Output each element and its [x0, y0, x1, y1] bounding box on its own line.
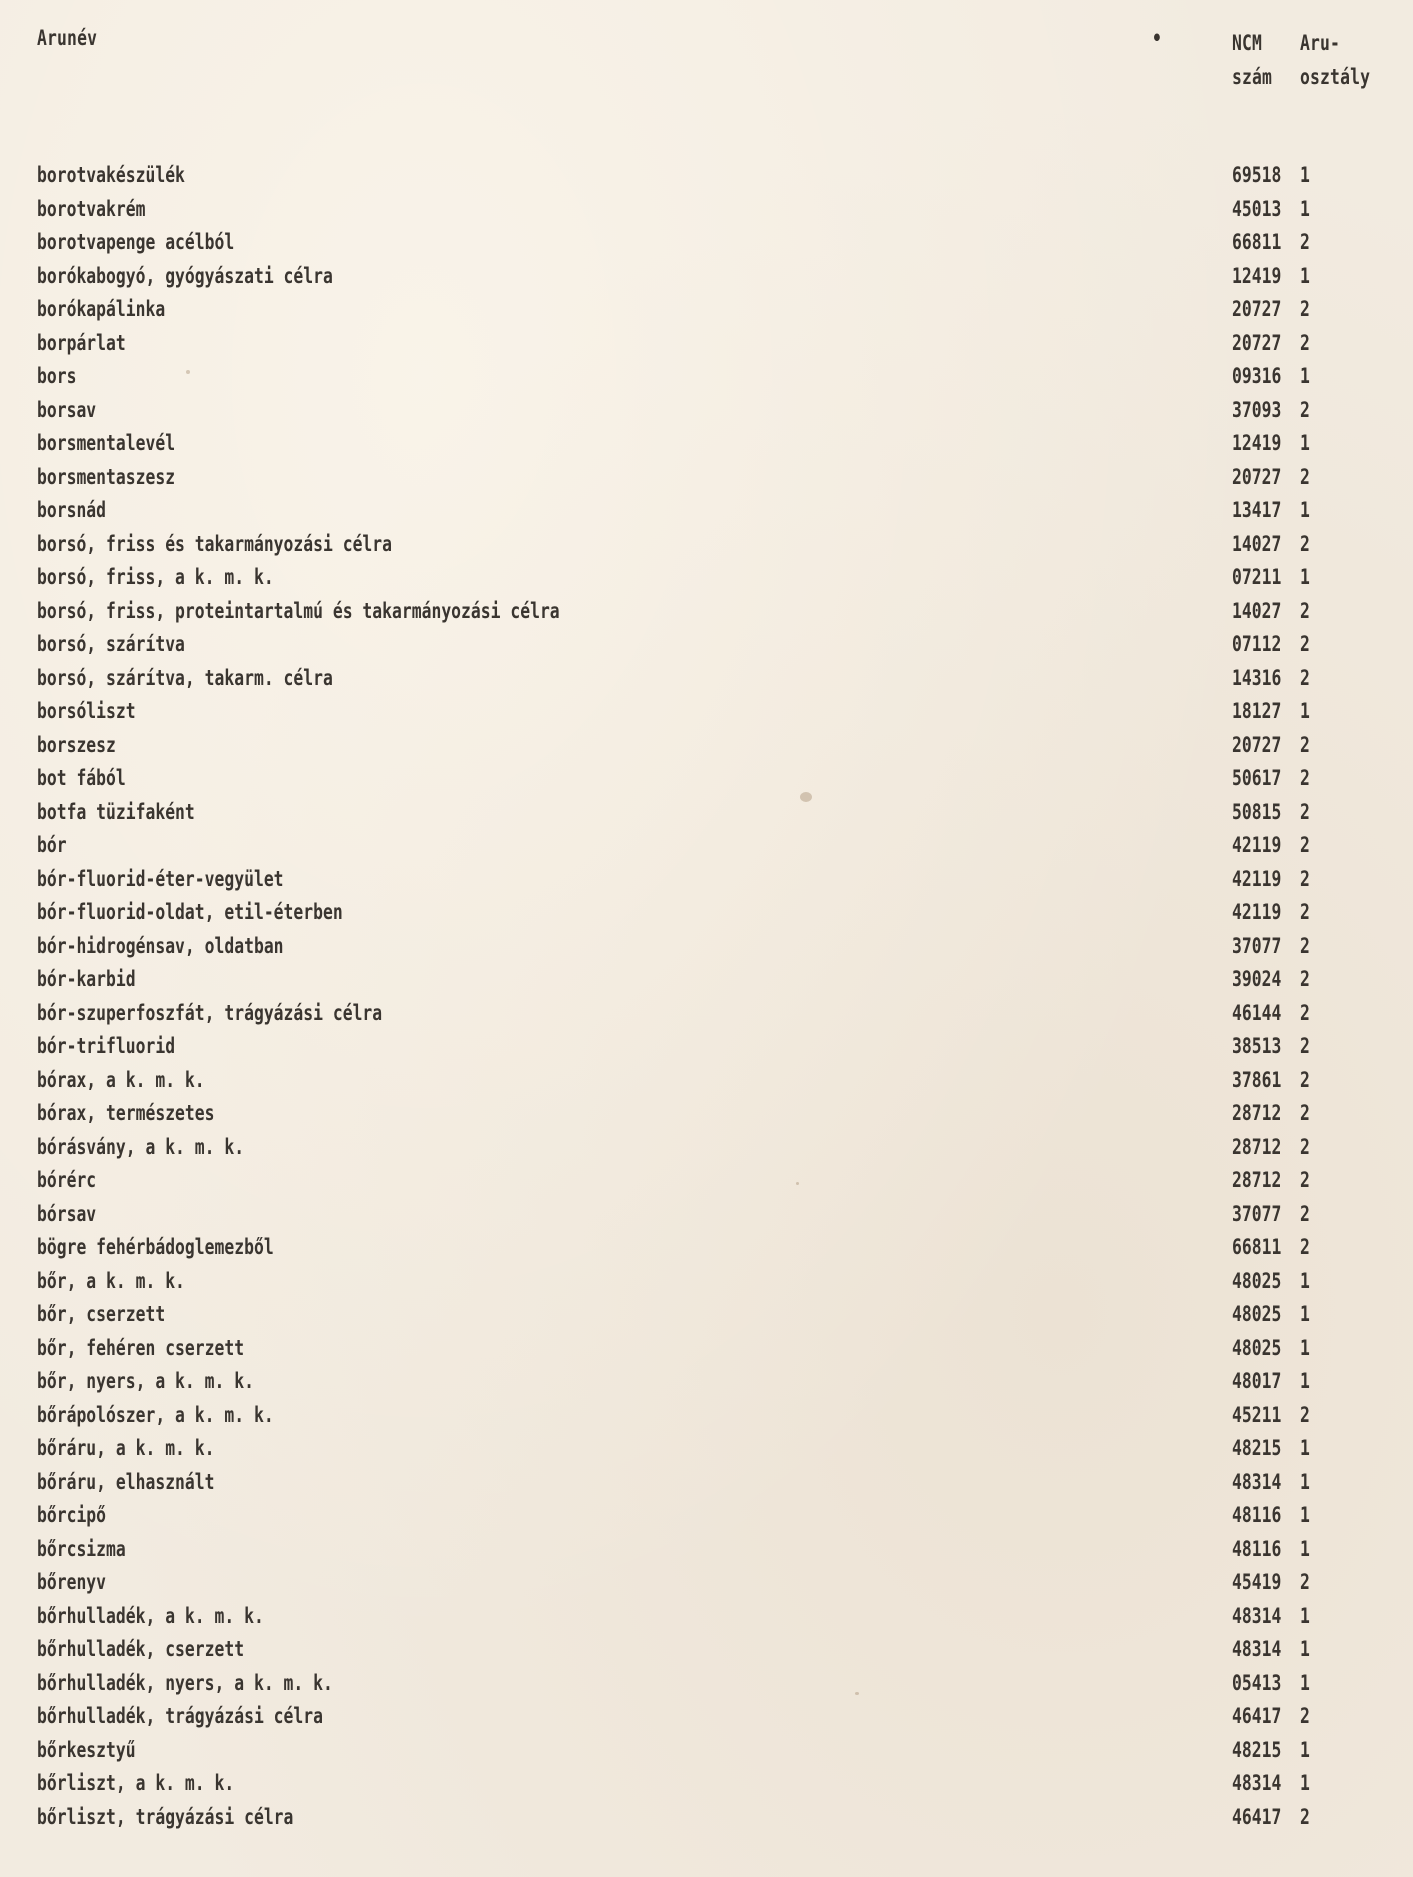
paper-speck	[186, 370, 190, 374]
paper-speck	[855, 1692, 859, 1695]
item-ncm-code: 09316	[1232, 364, 1282, 388]
item-name: borszesz	[37, 732, 116, 757]
item-ncm-code: 42119	[1232, 866, 1282, 891]
column-header-class-line2: osztály	[1300, 65, 1371, 89]
item-ncm-code: 45211	[1232, 1402, 1282, 1427]
item-class: 2	[1300, 464, 1310, 489]
item-class: 1	[1300, 1369, 1310, 1393]
list-item	[0, 1433, 1413, 1467]
product-list	[0, 160, 1413, 1835]
item-class: 2	[1300, 1134, 1310, 1159]
item-class: 1	[1300, 1268, 1310, 1293]
item-name: bőrhulladék, trágyázási célra	[37, 1704, 323, 1728]
item-class: 1	[1300, 1637, 1310, 1661]
item-ncm-code: 48025	[1232, 1302, 1282, 1326]
item-name: borsnád	[37, 498, 107, 522]
item-class: 2	[1300, 1235, 1310, 1259]
item-class: 1	[1300, 364, 1310, 388]
item-ncm-code: 42119	[1232, 833, 1282, 857]
list-item	[0, 361, 1413, 395]
list-item	[0, 629, 1413, 663]
item-name: bőrhulladék, nyers, a k. m. k.	[37, 1670, 333, 1695]
item-ncm-code: 18127	[1232, 699, 1282, 723]
item-ncm-code: 38513	[1232, 1034, 1282, 1058]
item-ncm-code: 42119	[1232, 900, 1282, 924]
item-name: bőrliszt, a k. m. k.	[37, 1771, 235, 1795]
paper-stain	[800, 792, 812, 802]
item-ncm-code: 07211	[1232, 565, 1282, 589]
item-ncm-code: 28712	[1232, 1168, 1282, 1192]
item-class: 1	[1300, 431, 1310, 455]
item-name: borsó, friss, a k. m. k.	[37, 565, 274, 589]
item-name: bőr, cserzett	[37, 1302, 166, 1326]
item-class: 2	[1300, 598, 1310, 623]
item-class: 1	[1300, 1670, 1310, 1695]
item-ncm-code: 48017	[1232, 1369, 1282, 1393]
list-item	[0, 1668, 1413, 1702]
item-ncm-code: 48025	[1232, 1268, 1282, 1293]
item-name: bőrhulladék, a k. m. k.	[37, 1603, 264, 1628]
item-name: bór-karbid	[37, 967, 136, 991]
item-ncm-code: 48116	[1232, 1503, 1282, 1527]
item-ncm-code: 48215	[1232, 1737, 1282, 1762]
item-ncm-code: 48314	[1232, 1771, 1282, 1795]
column-header-name: Arunév	[37, 26, 98, 50]
item-name: borókabogyó, gyógyászati célra	[37, 263, 333, 288]
item-name: borókapálinka	[37, 297, 166, 321]
item-name: bot fából	[37, 766, 126, 790]
item-class: 1	[1300, 498, 1310, 522]
item-class: 2	[1300, 967, 1310, 991]
list-item	[0, 1199, 1413, 1233]
list-item	[0, 998, 1413, 1032]
list-item	[0, 1165, 1413, 1199]
item-class: 2	[1300, 1201, 1310, 1226]
item-ncm-code: 37093	[1232, 397, 1282, 422]
item-ncm-code: 48314	[1232, 1469, 1282, 1494]
item-name: bórsav	[37, 1201, 97, 1226]
item-name: bór-hidrogénsav, oldatban	[37, 933, 284, 958]
item-ncm-code: 48215	[1232, 1436, 1282, 1460]
list-item	[0, 1132, 1413, 1166]
list-item	[0, 897, 1413, 931]
item-class: 2	[1300, 230, 1310, 254]
item-ncm-code: 50617	[1232, 766, 1282, 790]
list-item	[0, 964, 1413, 998]
list-item	[0, 1634, 1413, 1668]
list-item	[0, 1534, 1413, 1568]
item-ncm-code: 28712	[1232, 1134, 1282, 1159]
list-item	[0, 696, 1413, 730]
list-item	[0, 294, 1413, 328]
item-name: bórásvány, a k. m. k.	[37, 1134, 245, 1159]
item-ncm-code: 37077	[1232, 1201, 1282, 1226]
item-name: bögre fehérbádoglemezből	[37, 1235, 274, 1259]
item-class: 1	[1300, 1536, 1310, 1561]
list-item	[0, 1065, 1413, 1099]
list-item	[0, 1333, 1413, 1367]
list-item	[0, 797, 1413, 831]
list-item	[0, 864, 1413, 898]
list-item	[0, 931, 1413, 965]
list-item	[0, 1031, 1413, 1065]
item-ncm-code: 20727	[1232, 330, 1282, 355]
item-name: borsmentaszesz	[37, 464, 176, 489]
item-class: 2	[1300, 632, 1310, 656]
item-class: 1	[1300, 565, 1310, 589]
list-item	[0, 1701, 1413, 1735]
list-item	[0, 730, 1413, 764]
item-ncm-code: 20727	[1232, 297, 1282, 321]
item-class: 2	[1300, 799, 1310, 824]
item-class: 1	[1300, 1737, 1310, 1762]
list-item	[0, 1802, 1413, 1836]
list-item	[0, 1601, 1413, 1635]
item-class: 1	[1300, 163, 1310, 187]
item-ncm-code: 48314	[1232, 1637, 1282, 1661]
item-class: 2	[1300, 732, 1310, 757]
column-header-ncm	[1232, 26, 1272, 94]
list-item	[0, 830, 1413, 864]
list-item	[0, 763, 1413, 797]
list-item	[0, 1232, 1413, 1266]
list-item	[0, 1098, 1413, 1132]
item-ncm-code: 66811	[1232, 1235, 1282, 1259]
item-name: bors	[37, 364, 77, 388]
item-class: 1	[1300, 1436, 1310, 1460]
column-header-class	[1300, 26, 1370, 94]
list-item	[0, 428, 1413, 462]
item-ncm-code: 13417	[1232, 498, 1282, 522]
item-ncm-code: 50815	[1232, 799, 1282, 824]
header-bullet: •	[1152, 26, 1163, 50]
item-class: 2	[1300, 766, 1310, 790]
item-name: bór-fluorid-oldat, etil-éterben	[37, 900, 343, 924]
item-name: botfa tüzifaként	[37, 799, 195, 824]
list-item	[0, 395, 1413, 429]
item-name: bórax, a k. m. k.	[37, 1067, 205, 1092]
item-name: bőrcsizma	[37, 1536, 126, 1561]
item-class: 1	[1300, 1603, 1310, 1628]
item-name: borotvapenge acélból	[37, 230, 235, 254]
list-item	[0, 1266, 1413, 1300]
item-name: bőrápolószer, a k. m. k.	[37, 1402, 274, 1427]
item-class: 2	[1300, 1570, 1310, 1594]
list-item	[0, 227, 1413, 261]
item-class: 1	[1300, 1771, 1310, 1795]
item-ncm-code: 12419	[1232, 431, 1282, 455]
item-class: 2	[1300, 665, 1310, 690]
item-ncm-code: 48116	[1232, 1536, 1282, 1561]
item-class: 2	[1300, 531, 1310, 556]
item-class: 1	[1300, 699, 1310, 723]
item-name: bőráru, elhasznált	[37, 1469, 215, 1494]
item-ncm-code: 14027	[1232, 531, 1282, 556]
item-ncm-code: 37077	[1232, 933, 1282, 958]
item-class: 2	[1300, 1402, 1310, 1427]
item-name: bőr, fehéren cserzett	[37, 1335, 245, 1360]
list-item	[0, 1735, 1413, 1769]
paper-speck	[796, 1182, 799, 1185]
item-class: 1	[1300, 1469, 1310, 1494]
item-class: 2	[1300, 866, 1310, 891]
column-header-ncm-line1: NCM	[1232, 31, 1263, 55]
list-item	[0, 194, 1413, 228]
item-name: borsóliszt	[37, 699, 136, 723]
list-item	[0, 1400, 1413, 1434]
item-ncm-code: 20727	[1232, 732, 1282, 757]
item-name: borotvakrém	[37, 196, 146, 221]
item-ncm-code: 20727	[1232, 464, 1282, 489]
list-item	[0, 160, 1413, 194]
column-header-class-line1: Aru-	[1300, 31, 1341, 55]
list-item	[0, 1768, 1413, 1802]
item-class: 2	[1300, 933, 1310, 958]
item-class: 2	[1300, 397, 1310, 422]
item-name: borsó, szárítva	[37, 632, 185, 656]
item-name: bór-fluorid-éter-vegyület	[37, 866, 284, 891]
item-name: borsmentalevél	[37, 431, 176, 455]
item-name: bór-szuperfoszfát, trágyázási célra	[37, 1000, 383, 1025]
item-name: bór-trifluorid	[37, 1034, 176, 1058]
list-item	[0, 1366, 1413, 1400]
item-class: 1	[1300, 196, 1310, 221]
item-class: 2	[1300, 900, 1310, 924]
item-name: bór	[37, 833, 67, 857]
item-ncm-code: 28712	[1232, 1101, 1282, 1125]
item-class: 1	[1300, 1302, 1310, 1326]
item-ncm-code: 48025	[1232, 1335, 1282, 1360]
item-ncm-code: 46144	[1232, 1000, 1282, 1025]
list-item	[0, 529, 1413, 563]
item-name: bőrkesztyű	[37, 1737, 136, 1762]
item-class: 2	[1300, 833, 1310, 857]
list-item	[0, 328, 1413, 362]
item-class: 2	[1300, 1067, 1310, 1092]
list-item	[0, 562, 1413, 596]
item-ncm-code: 46417	[1232, 1704, 1282, 1728]
item-name: borpárlat	[37, 330, 126, 355]
column-header-ncm-line2: szám	[1232, 65, 1273, 89]
item-class: 2	[1300, 297, 1310, 321]
item-ncm-code: 12419	[1232, 263, 1282, 288]
item-name: bórérc	[37, 1168, 97, 1192]
item-ncm-code: 37861	[1232, 1067, 1282, 1092]
item-name: bórax, természetes	[37, 1101, 215, 1125]
item-name: bőrenyv	[37, 1570, 107, 1594]
item-ncm-code: 14316	[1232, 665, 1282, 690]
item-name: borsav	[37, 397, 97, 422]
list-item	[0, 663, 1413, 697]
item-name: bőrliszt, trágyázási célra	[37, 1804, 294, 1829]
item-ncm-code: 05413	[1232, 1670, 1282, 1695]
item-class: 1	[1300, 1335, 1310, 1360]
item-name: bőr, a k. m. k.	[37, 1268, 185, 1293]
item-ncm-code: 45013	[1232, 196, 1282, 221]
item-ncm-code: 66811	[1232, 230, 1282, 254]
list-item	[0, 1500, 1413, 1534]
item-class: 2	[1300, 1034, 1310, 1058]
list-item	[0, 1467, 1413, 1501]
item-class: 2	[1300, 330, 1310, 355]
list-item	[0, 596, 1413, 630]
item-class: 2	[1300, 1168, 1310, 1192]
item-ncm-code: 46417	[1232, 1804, 1282, 1829]
item-class: 1	[1300, 1503, 1310, 1527]
item-ncm-code: 69518	[1232, 163, 1282, 187]
item-name: borotvakészülék	[37, 163, 185, 187]
item-ncm-code: 07112	[1232, 632, 1282, 656]
list-item	[0, 462, 1413, 496]
item-name: borsó, szárítva, takarm. célra	[37, 665, 333, 690]
item-ncm-code: 39024	[1232, 967, 1282, 991]
item-class: 1	[1300, 263, 1310, 288]
list-item	[0, 495, 1413, 529]
item-ncm-code: 48314	[1232, 1603, 1282, 1628]
item-ncm-code: 14027	[1232, 598, 1282, 623]
item-class: 2	[1300, 1101, 1310, 1125]
item-name: bőrhulladék, cserzett	[37, 1637, 245, 1661]
item-name: borsó, friss, proteintartalmú és takarmányozási célra	[37, 598, 560, 623]
item-name: bőráru, a k. m. k.	[37, 1436, 215, 1460]
list-item	[0, 1299, 1413, 1333]
list-item	[0, 1567, 1413, 1601]
item-class: 2	[1300, 1804, 1310, 1829]
item-name: bőr, nyers, a k. m. k.	[37, 1369, 254, 1393]
item-ncm-code: 45419	[1232, 1570, 1282, 1594]
list-item	[0, 261, 1413, 295]
item-class: 2	[1300, 1704, 1310, 1728]
item-name: bőrcipő	[37, 1503, 107, 1527]
item-name: borsó, friss és takarmányozási célra	[37, 531, 393, 556]
item-class: 2	[1300, 1000, 1310, 1025]
